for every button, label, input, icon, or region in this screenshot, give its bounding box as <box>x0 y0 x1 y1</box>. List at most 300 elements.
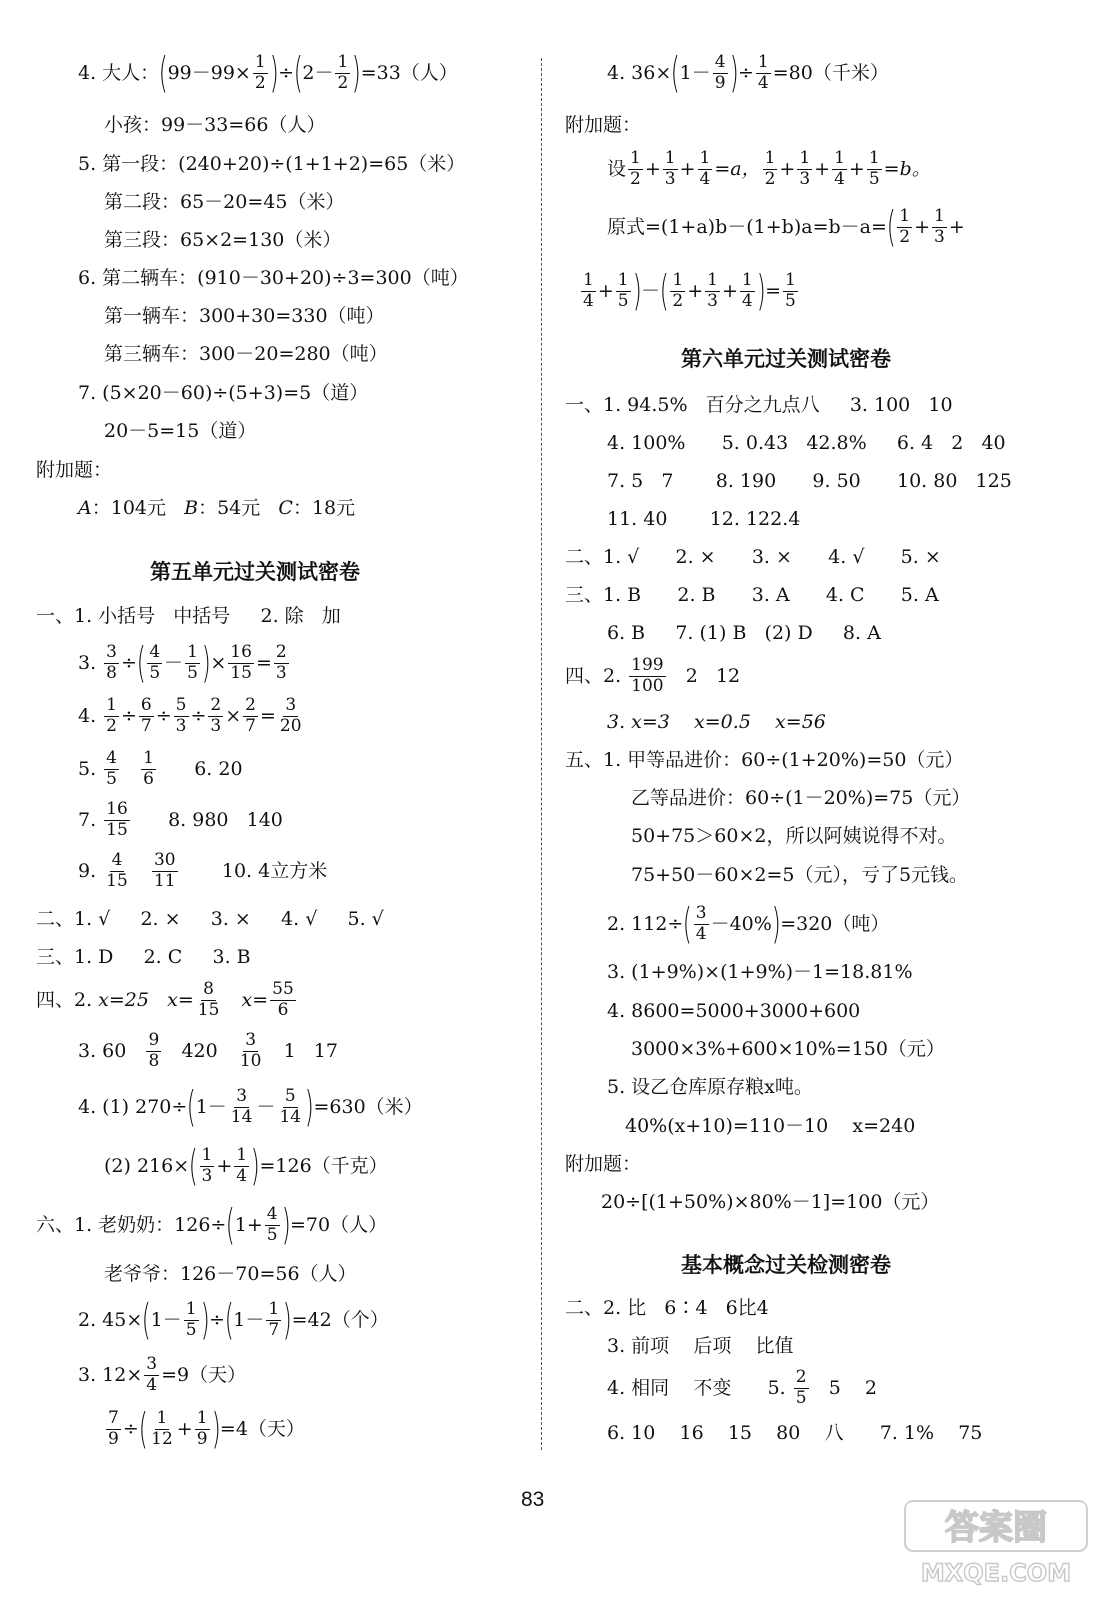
numerator: 1 <box>196 1407 208 1428</box>
left-paren: ( <box>670 48 680 97</box>
answer-text: 2. 45× <box>78 1308 143 1331</box>
u5-6-3b <box>104 1404 305 1453</box>
answer-text: x=25 <box>98 988 149 1011</box>
u6-1-7 <box>607 472 1012 491</box>
u5-6-2 <box>78 1295 389 1344</box>
fraction <box>146 1032 161 1071</box>
left-paren: ( <box>158 48 168 97</box>
fraction <box>698 150 713 189</box>
numerator: 2 <box>245 695 256 715</box>
right-paren: ) <box>351 48 361 97</box>
fraction <box>238 1032 264 1071</box>
answer-text: 9. <box>78 859 103 882</box>
answer-text: 11. 40 12. 122.4 <box>607 508 801 530</box>
answer-text: 第二段：65－20=45（米） <box>104 191 345 213</box>
fraction <box>243 697 258 736</box>
denominator: 4 <box>146 1374 158 1395</box>
fraction <box>278 697 304 736</box>
u5-1-5 <box>78 750 243 789</box>
answer-text: x= <box>167 988 194 1011</box>
r-orig: 原式=(1+a)b－(1+b)a=b－a= ( $\frac{1}{2}$ + $\frac{1}{3}$ + <box>607 202 965 251</box>
u4-q7a <box>78 384 368 403</box>
denominator: 2 <box>630 168 641 189</box>
u5-1-7 <box>78 801 283 840</box>
answer-text: 设 <box>607 157 627 180</box>
fraction <box>104 801 130 840</box>
denominator: 15 <box>230 662 252 683</box>
denominator: 5 <box>795 1387 807 1408</box>
denominator: 2 <box>672 290 684 311</box>
answer-text: 第一辆车：300+30=330（吨） <box>104 305 385 327</box>
r-let: 设 $\frac{1}{2}$ + $\frac{1}{3}$ + $\frac{1}{4}$ =a， $\frac{1}{2}$ + $\frac{1}{3}$ + $\frac{1}{4}$ + $\frac{1}{5}$ =b。 <box>607 148 931 189</box>
u6-5-1c <box>631 827 956 846</box>
fraction <box>897 205 912 247</box>
fraction <box>234 1144 249 1186</box>
answer-text: × <box>225 704 242 727</box>
denominator: 2 <box>764 168 776 189</box>
right-paren: ) <box>281 1200 291 1249</box>
answer-text: ÷ <box>190 704 207 727</box>
numerator: 1 <box>254 51 266 72</box>
denominator: 5 <box>106 768 117 789</box>
answer-text: ÷ <box>121 651 137 674</box>
fraction <box>270 981 296 1020</box>
denominator: 7 <box>268 1319 280 1340</box>
u4-extra <box>78 499 355 518</box>
numerator: 55 <box>272 979 294 999</box>
right-paren: ) <box>632 266 642 315</box>
denominator: 5 <box>187 662 198 683</box>
fraction <box>149 1407 175 1449</box>
denominator: 6 <box>277 999 289 1020</box>
answer-text: 附加题： <box>565 114 642 136</box>
answer-text: + <box>216 1154 233 1177</box>
left-paren: ( <box>141 1295 151 1344</box>
u4-q5c <box>104 231 341 250</box>
denominator: 12 <box>151 1428 173 1449</box>
numerator: 1 <box>707 269 718 290</box>
numerator: 8 <box>203 979 214 999</box>
denominator: 9 <box>108 1428 119 1449</box>
answer-text: =42（个） <box>291 1308 389 1331</box>
fraction <box>740 269 755 311</box>
numerator: 1 <box>868 148 880 168</box>
denominator: 4 <box>741 290 753 311</box>
answer-text: C <box>278 497 293 519</box>
answer-text: － <box>164 651 184 674</box>
numerator: 1 <box>741 269 753 290</box>
u6-1-11 <box>607 510 800 529</box>
fraction <box>253 51 268 93</box>
watermark-url-text: MXQE.COM <box>920 1559 1072 1587</box>
denominator: 11 <box>153 870 176 891</box>
answer-text: 第三段：65×2=130（米） <box>104 229 342 251</box>
fraction <box>274 641 289 683</box>
right-paren: ) <box>756 266 766 315</box>
answer-text: x= <box>241 988 269 1011</box>
denominator: 3 <box>707 290 718 311</box>
numerator: 16 <box>106 799 128 819</box>
answer-text: 原式=(1+a)b－(1+b)a=b－a= <box>607 215 887 238</box>
denominator: 2 <box>254 72 266 93</box>
answer-text: 7. <box>78 808 103 831</box>
fraction <box>229 1085 255 1127</box>
answer-text: 附加题： <box>565 1153 642 1175</box>
answer-text: A <box>78 497 92 519</box>
numerator: 4 <box>266 1203 278 1224</box>
answer-text: 4. (1) 270÷ <box>78 1095 188 1118</box>
u4-q6c <box>104 345 388 364</box>
answer-text: ÷ <box>121 704 137 727</box>
fraction <box>106 1407 121 1449</box>
numerator: 1 <box>201 1144 213 1165</box>
u5-1-4 <box>78 697 306 736</box>
left-paren: ( <box>224 1295 234 1344</box>
b-2-3 <box>607 1337 793 1356</box>
numerator: 1 <box>268 1298 280 1319</box>
answer-text: ÷ <box>155 704 172 727</box>
numerator: 199 <box>631 655 664 675</box>
answer-text: 4. 36× <box>607 61 672 84</box>
answer-text: 5. 设乙仓库原存粮x吨。 <box>607 1076 813 1098</box>
answer-text: 四、2. <box>36 988 99 1011</box>
fraction <box>763 150 778 189</box>
answer-text: 二、1. √ 2. × 3. × 4. √ 5. × <box>565 546 941 568</box>
numerator: 16 <box>230 641 252 662</box>
denominator: 20 <box>279 715 302 736</box>
fraction <box>670 269 685 311</box>
answer-text: B <box>184 497 199 519</box>
denominator: 7 <box>245 715 256 736</box>
numerator: 1 <box>106 695 117 715</box>
left-paren: ( <box>659 266 669 315</box>
answer-text: 小孩：99－33=66（人） <box>104 114 326 136</box>
numerator: 3 <box>285 695 297 715</box>
u6-1-4 <box>607 434 1006 453</box>
answer-text: 6. B 7. (1) B (2) D 8. A <box>607 622 881 644</box>
fraction <box>104 697 119 736</box>
left-paren: ( <box>886 202 896 251</box>
answer-text: 2 12 <box>685 664 741 687</box>
answer-text: 3. (1+9%)×(1+9%)－1=18.81% <box>607 961 913 983</box>
answer-text: 10. 4立方米 <box>221 859 328 882</box>
answer-text: 5. 第一段：(240+20)÷(1+1+2)=65（米） <box>78 153 466 175</box>
right-paren: ) <box>729 48 739 97</box>
denominator: 8 <box>106 662 117 683</box>
u4-extra-label <box>36 461 112 480</box>
u6-4-3 <box>607 713 826 732</box>
numerator: 3 <box>106 641 117 662</box>
fraction <box>663 150 678 189</box>
denominator: 5 <box>149 662 161 683</box>
u4-q6b <box>104 307 385 326</box>
answer-text: 乙等品进价：60÷(1－20%)=75（元） <box>631 787 971 809</box>
answer-text: 二、2. 比 6∶4 6比4 <box>565 1297 769 1319</box>
answer-text: =4（天） <box>219 1417 305 1440</box>
denominator: 2 <box>899 226 911 247</box>
answer-text: + <box>176 1417 193 1440</box>
answer-text: 二、1. √ 2. × 3. × 4. √ 5. √ <box>36 908 384 930</box>
answer-text: 1－ <box>195 1095 227 1118</box>
watermark-main-text: 答案圈 <box>945 1508 1047 1548</box>
answer-text: =70（人） <box>289 1213 388 1236</box>
denominator: 4 <box>699 168 711 189</box>
u6-5-4b <box>631 1040 945 1059</box>
answer-text: = <box>255 651 272 674</box>
answer-text: 4. <box>78 704 103 727</box>
denominator: 3 <box>664 168 676 189</box>
numerator: 1 <box>834 148 845 168</box>
answer-text: 99－99× <box>167 61 251 84</box>
numerator: 4 <box>106 748 117 768</box>
denominator: 5 <box>785 290 796 311</box>
denominator: 5 <box>185 1319 197 1340</box>
answer-text: 4. 大人： <box>78 61 160 84</box>
denominator: 3 <box>210 715 222 736</box>
fraction <box>185 641 200 683</box>
u5-6-1b <box>104 1265 357 1284</box>
u6-5-2 <box>607 899 890 948</box>
denominator: 100 <box>631 675 664 696</box>
numerator: 4 <box>714 51 726 72</box>
answer-text: 5 2 <box>828 1376 878 1399</box>
fraction <box>195 1407 210 1449</box>
fraction <box>152 852 178 891</box>
answer-text: ÷ <box>122 1417 139 1440</box>
u5-1-9 <box>78 852 327 891</box>
left-paren: ( <box>136 638 146 687</box>
fraction <box>783 269 798 311</box>
fraction <box>104 750 119 789</box>
fraction <box>147 641 162 683</box>
numerator: 1 <box>617 269 629 290</box>
answer-text: ：54元 <box>198 497 261 519</box>
denominator: 14 <box>279 1106 302 1127</box>
answer-text: 6. 第二辆车：(910－30+20)÷3=300（吨） <box>78 267 469 289</box>
denominator: 6 <box>143 768 154 789</box>
u4-q7b <box>104 422 256 441</box>
u6-extra-label <box>565 1155 641 1174</box>
answer-text: 420 <box>181 1039 218 1062</box>
answer-text: － <box>256 1095 276 1118</box>
numerator: 1 <box>699 148 711 168</box>
answer-text: 3. 60 <box>78 1039 127 1062</box>
fraction <box>867 150 882 189</box>
denominator: 5 <box>617 290 629 311</box>
fraction <box>141 750 156 789</box>
denominator: 4 <box>834 168 845 189</box>
section-title-basic-concepts: 基本概念过关检测密卷 <box>681 1253 891 1277</box>
b-2-6 <box>607 1424 982 1443</box>
denominator: 3 <box>201 1165 213 1186</box>
denominator: 15 <box>106 819 128 840</box>
section-title-unit6: 第六单元过关测试密卷 <box>681 347 891 371</box>
right-paren: ) <box>282 1295 292 1344</box>
right-paren: ) <box>269 48 279 97</box>
numerator: 5 <box>284 1085 296 1106</box>
numerator: 1 <box>583 269 594 290</box>
numerator: 4 <box>149 641 161 662</box>
u5-3 <box>36 948 251 967</box>
answer-text: 50+75＞60×2，所以阿姨说得不对。 <box>631 825 957 847</box>
fraction <box>705 269 720 311</box>
answer-text: ÷ <box>208 1308 225 1331</box>
r-extra-label <box>565 116 641 135</box>
fraction <box>200 1144 215 1186</box>
answer-text: 六、1. 老奶奶：126÷ <box>36 1213 227 1236</box>
numerator: 2 <box>275 641 287 662</box>
denominator: 2 <box>106 715 117 736</box>
numerator: 3 <box>146 1354 158 1374</box>
answer-text: 4. 相同 不变 5. <box>607 1376 792 1399</box>
left-paren: ( <box>188 1141 198 1190</box>
u6-2 <box>565 548 941 567</box>
denominator: 3 <box>934 226 945 247</box>
u5-4-4b <box>104 1141 388 1190</box>
right-paren: ) <box>771 899 781 948</box>
answer-text: 75+50－60×2=5（元），亏了5元钱。 <box>631 864 969 886</box>
u5-4-3 <box>78 1032 338 1071</box>
answer-text: ÷ <box>278 61 294 84</box>
numerator: 1 <box>143 748 154 768</box>
left-paren: ( <box>226 1200 236 1249</box>
fraction <box>104 852 130 891</box>
u6-5-3 <box>607 963 913 982</box>
denominator: 2 <box>337 72 349 93</box>
u5-4-2 <box>36 981 298 1020</box>
fraction <box>104 641 119 683</box>
answer-text: =9（天） <box>161 1363 247 1386</box>
u4-q4b <box>104 116 325 135</box>
fraction <box>832 150 847 189</box>
fraction <box>144 1356 159 1395</box>
answer-text: 40%(x+10)=110－10 x=240 <box>625 1115 916 1137</box>
numerator: 1 <box>337 51 349 72</box>
fraction <box>184 1298 199 1340</box>
right-paren: ) <box>200 1295 210 1344</box>
fraction <box>228 641 254 683</box>
numerator: 1 <box>785 269 796 290</box>
fraction <box>139 697 154 736</box>
answer-text: 4. 100% 5. 0.43 42.8% 6. 4 2 40 <box>607 432 1006 454</box>
u4-q5a <box>78 155 465 174</box>
u4-q4-line <box>78 48 458 97</box>
answer-text: －40% <box>710 912 772 935</box>
fraction <box>277 1085 303 1127</box>
denominator: 3 <box>175 715 187 736</box>
u4-q5b <box>104 193 344 212</box>
u6-5-1b <box>631 789 970 808</box>
answer-text: 1+ <box>234 1213 263 1236</box>
u6-5-5b <box>625 1117 915 1136</box>
b-2-4 <box>607 1369 877 1408</box>
numerator: 1 <box>672 269 684 290</box>
answer-text: × <box>210 651 227 674</box>
numerator: 3 <box>695 902 707 923</box>
right-paren: ) <box>211 1404 221 1453</box>
answer-text: 附加题： <box>36 459 113 481</box>
denominator: 4 <box>236 1165 248 1186</box>
denominator: 15 <box>106 870 128 891</box>
answer-text: 8. 980 140 <box>168 808 283 831</box>
denominator: 5 <box>868 168 880 189</box>
numerator: 1 <box>757 51 769 72</box>
left-paren: ( <box>293 48 303 97</box>
u6-5-4a <box>607 1002 860 1021</box>
answer-text: =630（米） <box>313 1095 423 1118</box>
answer-text: 三、1. B 2. B 3. A 4. C 5. A <box>565 584 939 606</box>
u6-5-1a <box>565 751 963 770</box>
answer-text: 7. 5 7 8. 190 9. 50 10. 80 125 <box>607 470 1012 492</box>
denominator: 4 <box>583 290 594 311</box>
denominator: 5 <box>266 1224 278 1245</box>
left-paren: ( <box>138 1404 148 1453</box>
answer-text: =80（千米） <box>772 61 889 84</box>
numerator: 1 <box>934 205 945 226</box>
u5-1-1 <box>36 607 341 626</box>
fraction <box>208 697 223 736</box>
u5-4-4a <box>78 1082 423 1131</box>
numerator: 1 <box>899 205 911 226</box>
answer-text: 第三辆车：300－20=280（吨） <box>104 343 388 365</box>
answer-text: 6. 20 <box>194 757 243 780</box>
answer-text: 一、1. 小括号 中括号 2. 除 加 <box>36 605 341 627</box>
answer-text: 三、1. D 2. C 3. B <box>36 946 251 968</box>
numerator: 1 <box>764 148 776 168</box>
answer-text: 4. 8600=5000+3000+600 <box>607 1000 861 1022</box>
column-divider <box>541 58 542 1450</box>
answer-text: 1－ <box>150 1308 182 1331</box>
fraction <box>756 51 771 93</box>
denominator: 15 <box>197 999 220 1020</box>
denominator: 8 <box>148 1050 160 1071</box>
denominator: 10 <box>239 1050 262 1071</box>
answer-text: 1－ <box>679 61 711 84</box>
numerator: 4 <box>111 850 123 870</box>
denominator: 9 <box>196 1428 208 1449</box>
answer-text: 五、1. 甲等品进价：60÷(1+20%)=50（元） <box>565 749 964 771</box>
answer-text: =a， <box>714 157 761 180</box>
page-number: 83 <box>521 1488 545 1511</box>
u5-2 <box>36 910 384 929</box>
answer-text: 3000×3%+600×10%=150（元） <box>631 1038 945 1060</box>
denominator: 9 <box>714 72 726 93</box>
left-paren: ( <box>187 1082 197 1131</box>
fraction <box>265 1203 280 1245</box>
u6-1-1 <box>565 396 953 415</box>
numerator: 30 <box>153 850 176 870</box>
fraction <box>629 657 665 696</box>
u6-4-2 <box>565 657 740 696</box>
answer-text: 6. 10 16 15 80 八 7. 1% 75 <box>607 1422 983 1444</box>
answer-text: ÷ <box>737 61 754 84</box>
right-paren: ) <box>250 1141 260 1190</box>
answer-text: 20÷[(1+50%)×80%－1]=100（元） <box>601 1191 940 1213</box>
answer-text: 7. (5×20－60)÷(5+3)=5（道） <box>78 382 369 404</box>
numerator: 5 <box>175 695 187 715</box>
answer-text: ：18元 <box>292 497 356 519</box>
numerator: 3 <box>236 1085 248 1106</box>
answer-text: (2) 216× <box>104 1154 190 1177</box>
answer-text: 3. 前项 后项 比值 <box>607 1335 794 1357</box>
fraction <box>794 1369 809 1408</box>
numerator: 3 <box>245 1030 257 1050</box>
answer-text: =126（千克） <box>259 1154 388 1177</box>
u6-extra <box>601 1193 939 1212</box>
fraction <box>713 51 728 93</box>
u4-q6a <box>78 269 469 288</box>
answer-text: =33（人） <box>360 61 458 84</box>
